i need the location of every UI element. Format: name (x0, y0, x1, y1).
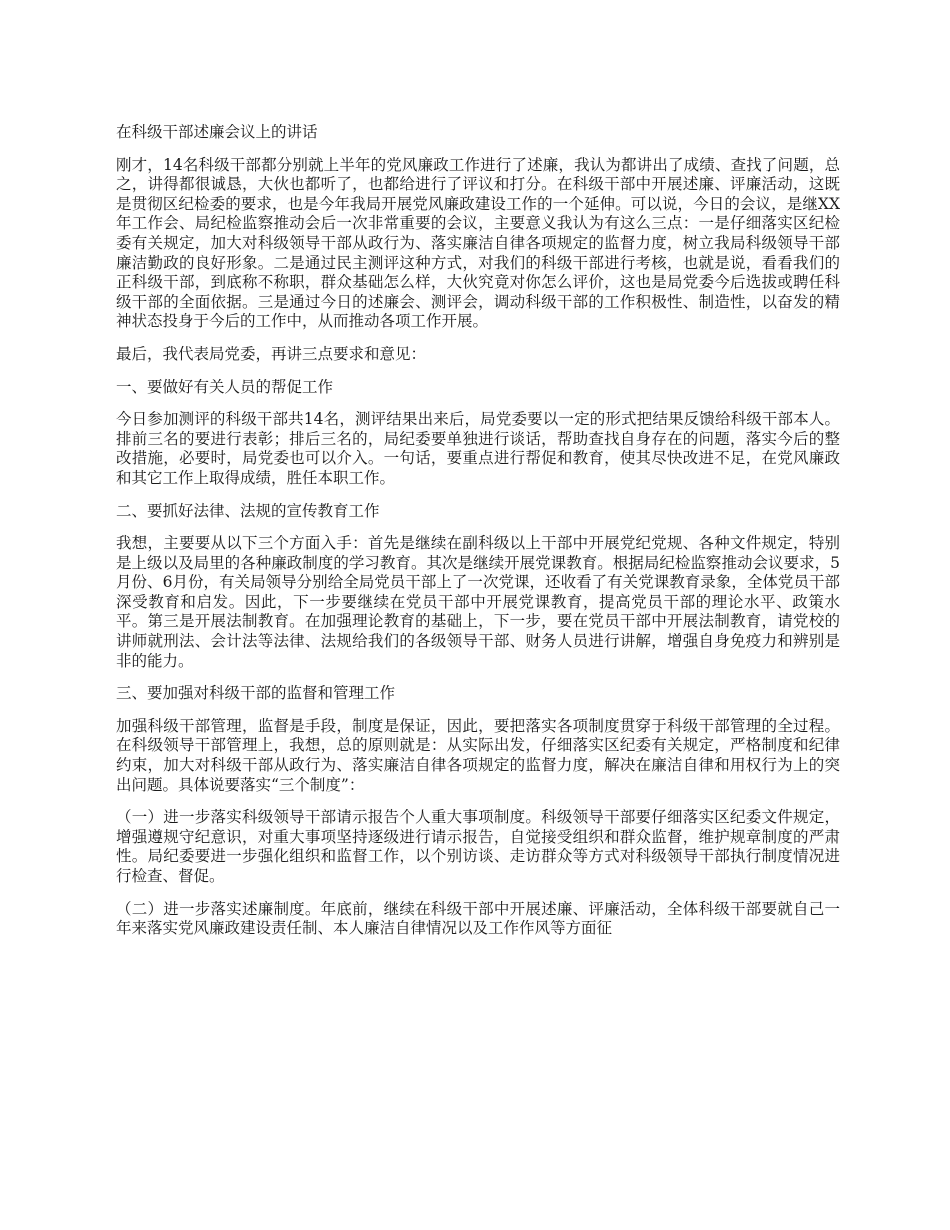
paragraph-transition: 最后，我代表局党委，再讲三点要求和意见： (116, 344, 427, 363)
section-heading-1: 一、要做好有关人员的帮促工作 (116, 377, 334, 396)
paragraph-intro: 刚才，14名科级干部都分别就上半年的党风廉政工作进行了述廉，我认为都讲出了成绩、查找了问题，总之，讲得都很诚恳，大伙也都听了，也都给进行了评议和打分。在科级干部中开展述廉、评廉活动，这既是贯彻区纪检委的要求，也是今年我局开展党风廉政建设工作的一个延伸。可以说，今日的会议，是继XX年工作会、局纪检监察推动会后一次非常重要的会议，主要意义我认为有这么三点：一是仔细落实区纪检委有关规定，加大对科级领导干部从政行为、落实廉洁自律各项规定的监督力度，树立我局科级领导干部廉洁勤政的良好形象。二是通过民主测评这种方式，对我们的科级干部进行考核，也就是说，看看我们的正科级干部，到底称不称职，群众基础怎么样，大伙究竟对你怎么评价，这也是局党委今后选拔或聘任科级干部的全面依据。三是通过今日的述廉会、测评会，调动科级干部的工作积极性、制造性，以奋发的精神状态投身于今后的工作中，从而推动各项工作开展。 (116, 155, 840, 331)
paragraph-subitem-2: （二）进一步落实述廉制度。年底前，继续在科级干部中开展述廉、评廉活动，全体科级干部要就自己一年来落实党风廉政建设责任制、本人廉洁自律情况以及工作作风等方面征 (116, 899, 840, 938)
paragraph-section-1: 今日参加测评的科级干部共14名，测评结果出来后，局党委要以一定的形式把结果反馈给科级干部本人。排前三名的要进行表彰；排后三名的，局纪委要单独进行谈话，帮助查找自身存在的问题，落实今后的整改措施，必要时，局党委也可以介入。一句话，要重点进行帮促和教育，使其尽快改进不足，在党风廉政和其它工作上取得成绩，胜任本职工作。 (116, 410, 840, 487)
section-heading-2: 二、要抓好法律、法规的宣传教育工作 (116, 501, 380, 520)
paragraph-subitem-1: （一）进一步落实科级领导干部请示报告个人重大事项制度。科级领导干部要仔细落实区纪委文件规定，增强遵规守纪意识，对重大事项坚持逐级进行请示报告，自觉接受组织和群众监督，维护规章制度的严肃性。局纪委要进一步强化组织和监督工作，以个别访谈、走访群众等方式对科级领导干部执行制度情况进行检查、督促。 (116, 808, 840, 885)
document-body (116, 123, 840, 952)
paragraph-section-3: 加强科级干部管理，监督是手段，制度是保证，因此，要把落实各项制度贯穿于科级干部管理的全过程。在科级领导干部管理上，我想，总的原则就是：从实际出发，仔细落实区纪委有关规定，严格制度和纪律约束，加大对科级干部从政行为、落实廉洁自律各项规定的监督力度，解决在廉洁自律和用权行为上的突出问题。具体说要落实“三个制度”： (116, 716, 840, 794)
section-heading-3: 三、要加强对科级干部的监督和管理工作 (116, 684, 396, 703)
document-title: 在科级干部述廉会议上的讲话 (116, 123, 318, 141)
paragraph-section-2: 我想，主要要从以下三个方面入手：首先是继续在副科级以上干部中开展党纪党规、各种文件规定，特别是上级以及局里的各种廉政制度的学习教育。其次是继续开展党课教育。根据局纪检监察推动会议要求，5月份、6月份，有关局领导分别给全局党员干部上了一次党课，还收看了有关党课教育录象，全体党员干部深受教育和启发。因此，下一步要继续在党员干部中开展党课教育，提高党员干部的理论水平、政策水平。第三是开展法制教育。在加强理论教育的基础上，下一步，要在党员干部中开展法制教育，请党校的讲师就刑法、会计法等法律、法规给我们的各级领导干部、财务人员进行讲解，增强自身免疫力和辨别是非的能力。 (116, 534, 840, 670)
